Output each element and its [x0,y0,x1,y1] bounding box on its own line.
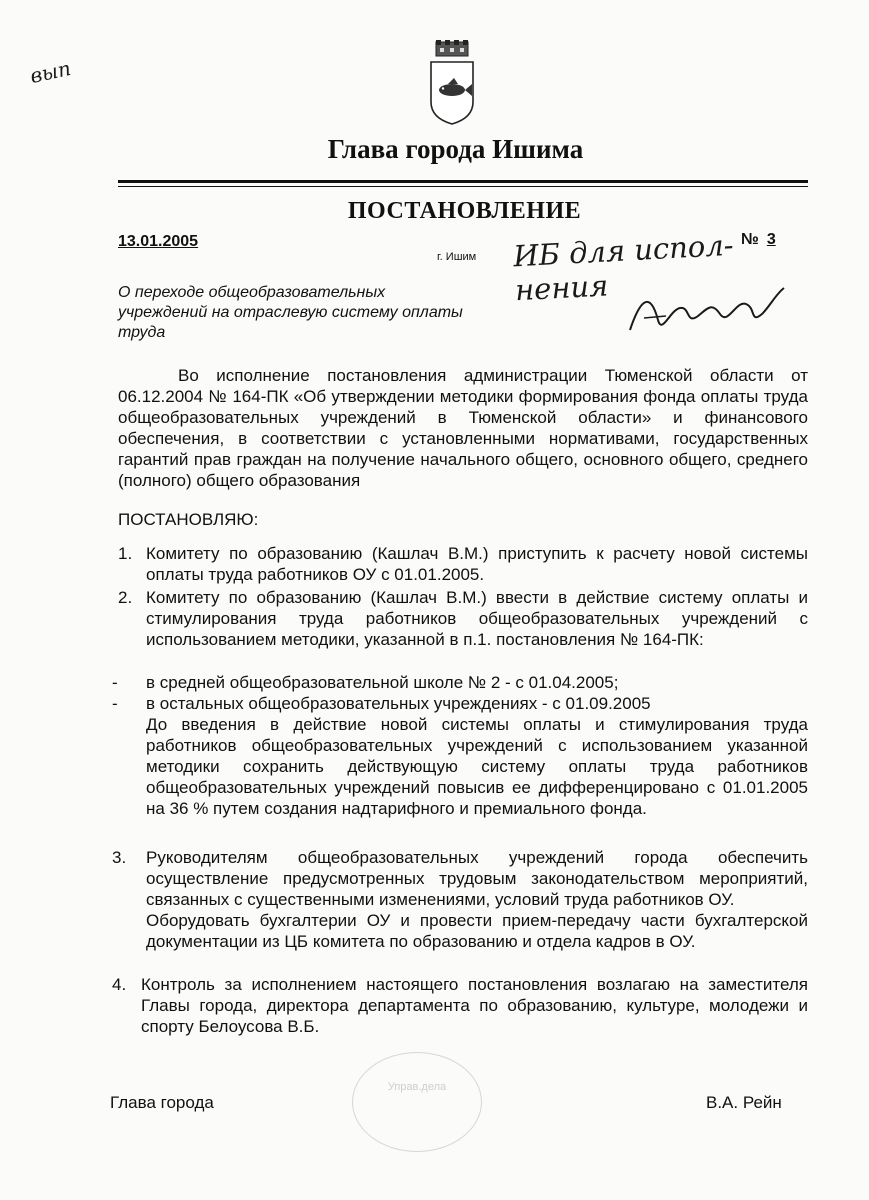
list-item: в средней общеобразовательной школе № 2 - с 01.04.2005; [146,673,619,692]
header-rule-thin [118,186,808,187]
item-marker: 2. [118,588,133,607]
resolution-line-1: ИБ для испол- [512,227,735,274]
list-item: Комитету по образованию (Кашлач В.М.) ввести в действие систему оплаты и стимулирования труда работников общеобразовательных учреждений с использованием методики, указанной в п.1. постановления № 164-ПК: [146,588,808,649]
coat-of-arms-emblem [428,40,476,126]
signatory-role: Глава города [110,1093,214,1112]
stamp-text: Управ.дела [387,1081,447,1093]
item-marker: 3. [112,848,127,867]
number-value: 3 [766,231,776,248]
faint-stamp [352,1052,482,1152]
issuer-title: Глава города Ишима [327,134,584,164]
resolution-line-2: нения [514,268,610,308]
item-marker: - [112,694,118,713]
header-rule-thick [118,180,808,183]
list-item: в остальных общеобразовательных учреждениях - с 01.09.2005 [146,694,651,713]
list-item-continuation: Оборудовать бухгалтерии ОУ и провести прием-передачу части бухгалтерской документации из ЦБ комитета по образованию и отдела кадров в ОУ. [146,911,808,951]
number-label: № [741,231,759,248]
document-city: г. Ишим [437,251,477,263]
item-marker: 4. [112,975,127,994]
item-marker: 1. [118,544,133,563]
handwritten-corner-note: вып [27,56,73,88]
document-date: 13.01.2005 [118,233,199,250]
decree-word: ПОСТАНОВЛЯЮ: [118,510,259,529]
list-item: Контроль за исполнением настоящего постановления возлагаю на заместителя Главы города, директора департамента по образованию, культуре, молодежи и спорту Белоусова В.Б. [141,975,808,1036]
handwritten-signature [620,280,790,340]
signatory-name: В.А. Рейн [706,1093,782,1112]
preamble-paragraph: Во исполнение постановления администрации Тюменской области от 06.12.2004 № 164-ПК «Об утверждении методики формирования фонда оплаты труда общеобразовательных учреждений в Тюменской области» и финансового обеспечения, в соответствии с установленными нормативами, государственных гарантий прав граждан на получение начального общего, основного общего, среднего (полного) общего образования [118,366,808,490]
document-type: ПОСТАНОВЛЕНИЕ [347,198,582,224]
list-item: Руководителям общеобразовательных учреждений города обеспечить осуществление предусмотренных трудовым законодательством мероприятий, связанных с существенными изменениями, условий труда работников ОУ. [146,848,808,909]
list-item: Комитету по образованию (Кашлач В.М.) приступить к расчету новой системы оплаты труда работников ОУ с 01.01.2005. [146,544,808,584]
item-marker: - [112,673,118,692]
document-subject: О переходе общеобразовательных учреждений на отраслевую систему оплаты труда [118,284,463,341]
list-item-continuation: До введения в действие новой системы оплаты и стимулирования труда работников общеобразовательных учреждений с использованием указанной методики сохранить действующую систему оплаты труда работников общеобразовательных учреждений повысив ее дифференцировано с 01.01.2005 на 36 % путем создания надтарифного и премиального фонда. [146,715,808,818]
